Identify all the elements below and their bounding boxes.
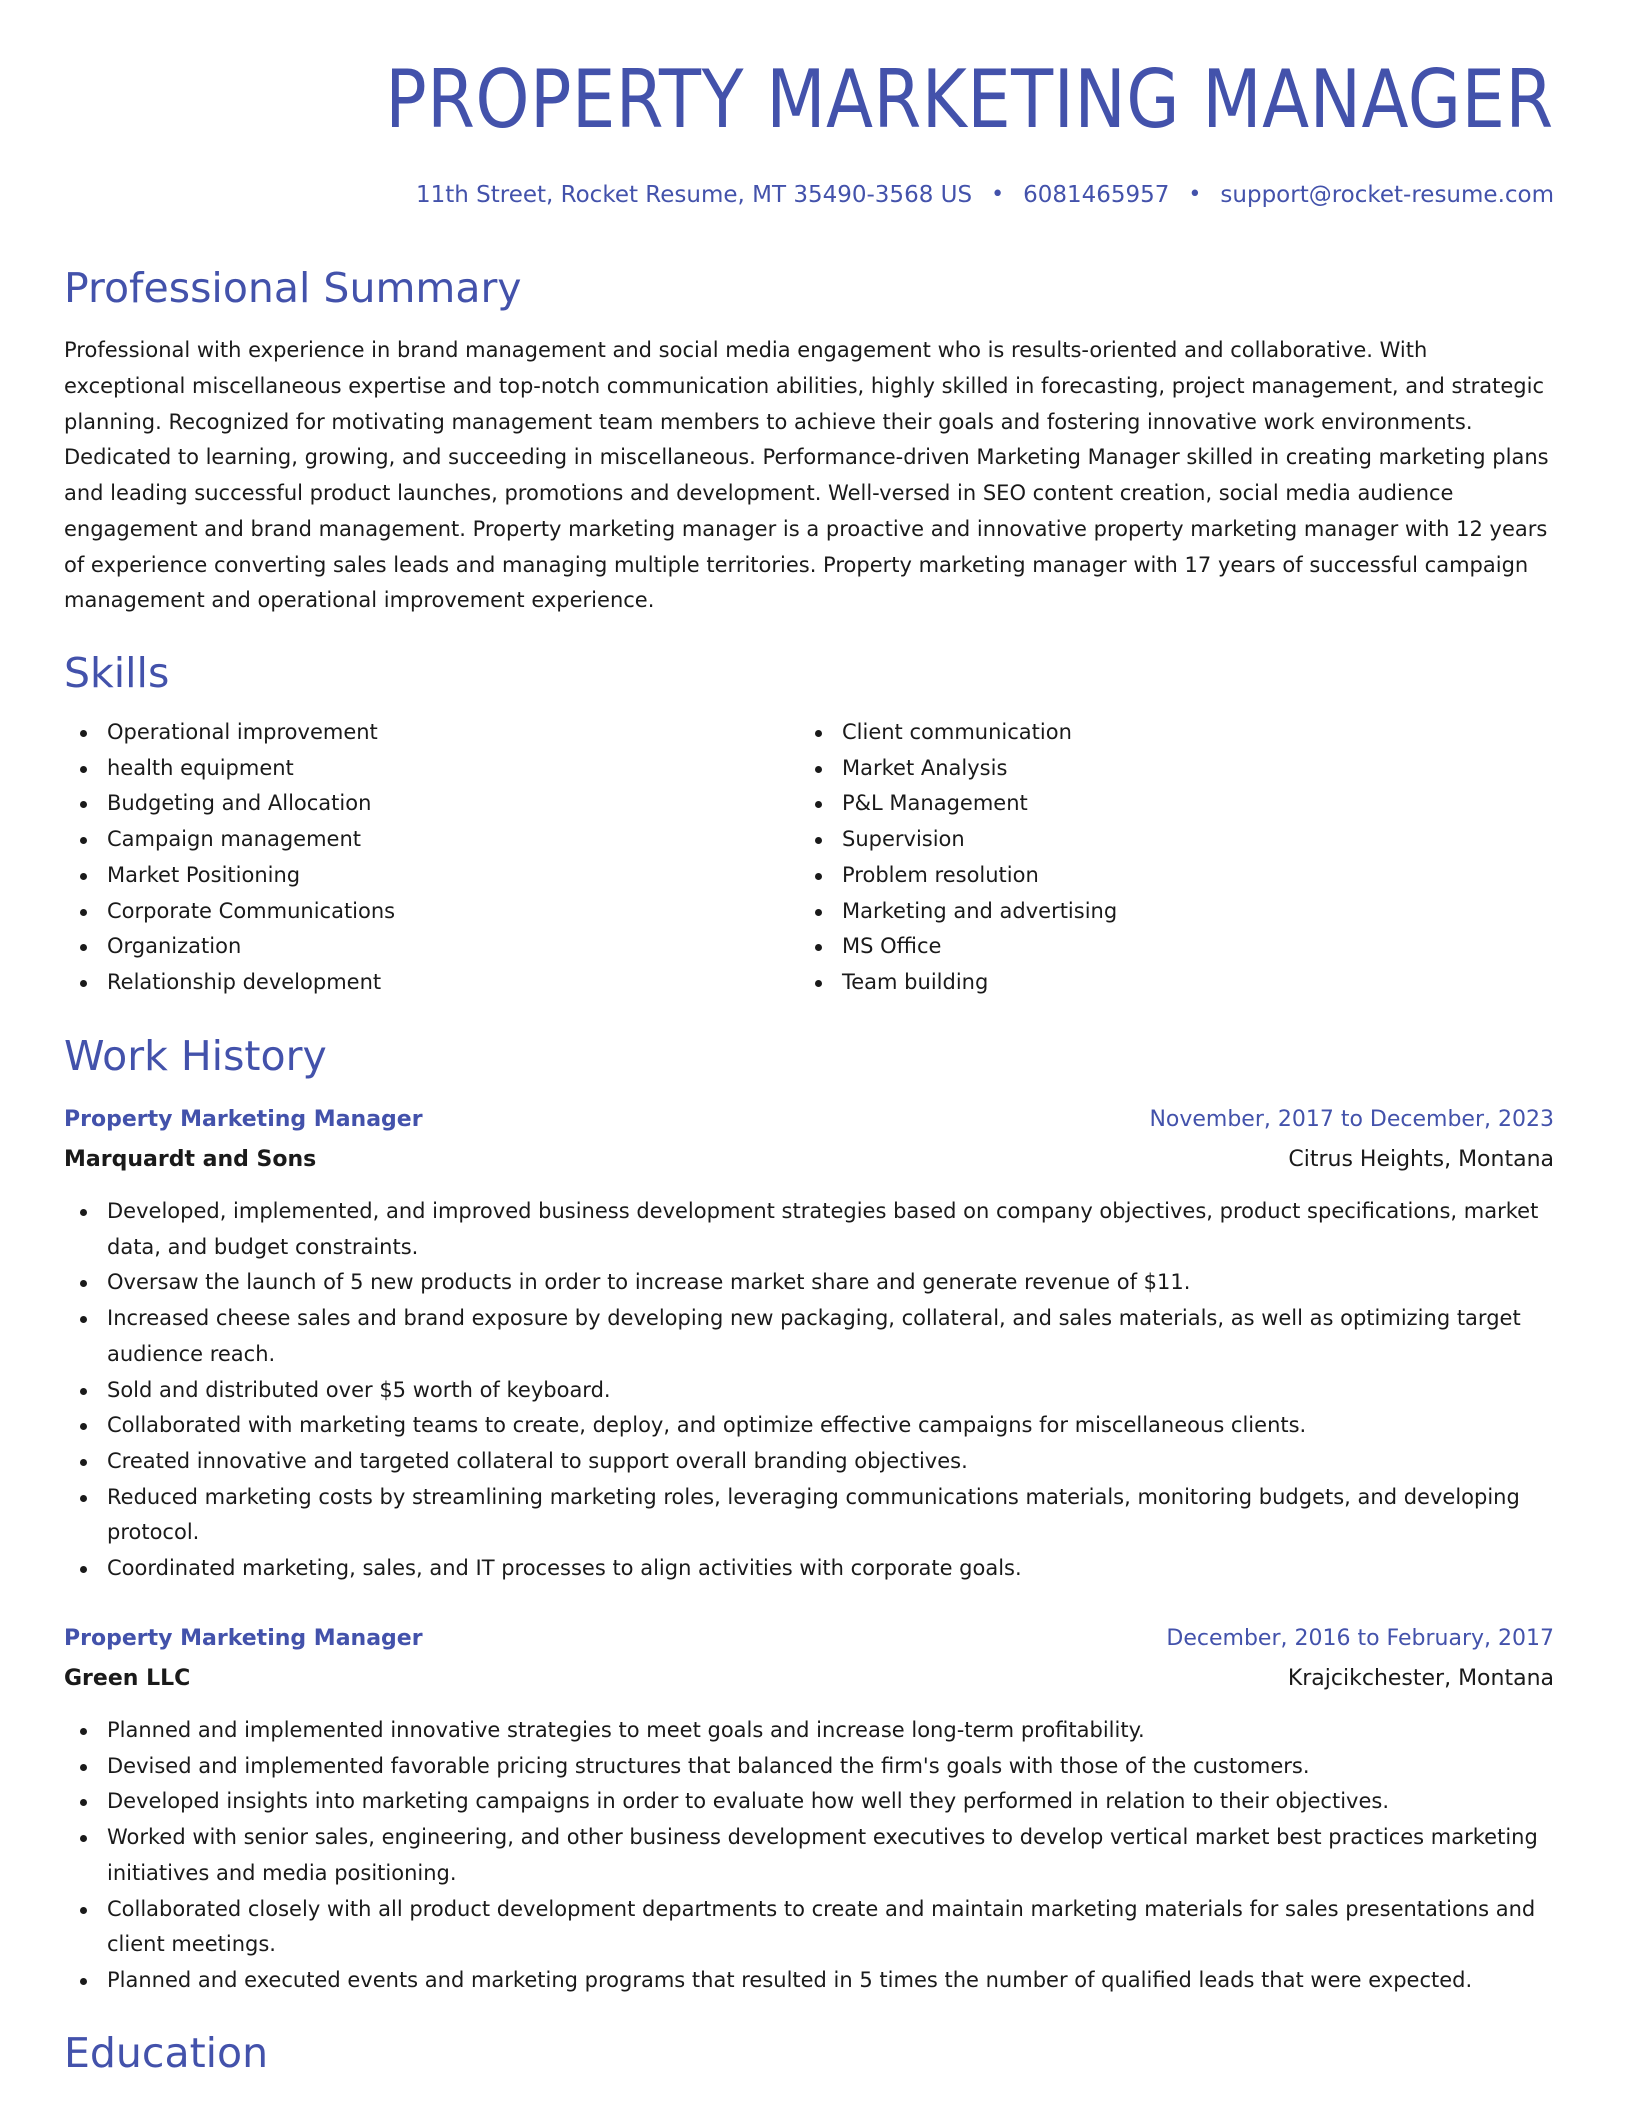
skill-item: Problem resolution	[799, 858, 1534, 894]
skill-item: health equipment	[64, 751, 799, 787]
job-dates: November, 2017 to December, 2023	[1149, 1107, 1554, 1132]
skills-column-left	[64, 715, 799, 1001]
job-bullet: Increased cheese sales and brand exposure by developing new packaging, collateral, and sales materials, as well as optimizing target audience reach.	[64, 1301, 1554, 1372]
job-bullet: Worked with senior sales, engineering, and other business development executives to develop vertical market best practices marketing initiatives and media positioning.	[64, 1820, 1554, 1891]
job-location: Krajcikchester, Montana	[1287, 1666, 1554, 1691]
job-bullet: Sold and distributed over $5 worth of keyboard.	[64, 1373, 1554, 1409]
skill-item: MS Office	[799, 929, 1534, 965]
skill-item: Budgeting and Allocation	[64, 786, 799, 822]
job-bullets	[64, 1713, 1554, 1999]
job-company: Green LLC	[64, 1666, 191, 1691]
job-location: Citrus Heights, Montana	[1288, 1147, 1554, 1172]
job-bullet: Planned and executed events and marketing programs that resulted in 5 times the number of qualified leads that were expected.	[64, 1963, 1554, 1999]
skill-item: Client communication	[799, 715, 1534, 751]
job-bullet: Collaborated closely with all product development departments to create and maintain marketing materials for sales presentations and client meetings.	[64, 1892, 1554, 1963]
skill-item: Organization	[64, 929, 799, 965]
skill-item: Market Positioning	[64, 858, 799, 894]
section-title-skills: Skills	[64, 649, 170, 697]
skill-item: Market Analysis	[799, 751, 1534, 787]
skill-item: Operational improvement	[64, 715, 799, 751]
job-bullet: Reduced marketing costs by streamlining marketing roles, leveraging communications materials, monitoring budgets, and developing protocol.	[64, 1480, 1554, 1551]
contact-line	[416, 180, 1554, 210]
skill-item: Campaign management	[64, 822, 799, 858]
job-title: Property Marketing Manager	[64, 1107, 423, 1132]
job-bullet: Oversaw the launch of 5 new products in order to increase market share and generate revenue of $11.	[64, 1265, 1554, 1301]
job-bullet: Developed, implemented, and improved business development strategies based on company objectives, product specifications, market data, and budget constraints.	[64, 1194, 1554, 1265]
contact-separator: •	[1188, 182, 1202, 207]
section-title-work-history: Work History	[64, 1032, 327, 1080]
skill-item: Marketing and advertising	[799, 894, 1534, 930]
job-bullet: Coordinated marketing, sales, and IT processes to align activities with corporate goals.	[64, 1551, 1554, 1587]
skills-list	[64, 715, 1554, 1001]
job-title: Property Marketing Manager	[64, 1626, 423, 1651]
resume-name: PROPERTY MARKETING MANAGER	[385, 53, 1554, 146]
job-bullet: Created innovative and targeted collateral to support overall branding objectives.	[64, 1444, 1554, 1480]
skill-item: Corporate Communications	[64, 894, 799, 930]
job-dates: December, 2016 to February, 2017	[1166, 1626, 1554, 1651]
section-title-education: Education	[64, 2029, 269, 2077]
contact-separator: •	[991, 182, 1005, 207]
contact-email[interactable]: support@rocket-resume.com	[1220, 182, 1554, 208]
summary-text: Professional with experience in brand management and social media engagement who is results-oriented and collaborative. With exceptional miscellaneous expertise and top-notch communication abilities, highly skilled in forecasting, project management, and strategic planning. Recognized for motivating management team members to achieve their goals and fostering innovative work environments. Dedicated to learning, growing, and succeeding in miscellaneous. Performance-driven Marketing Manager skilled in creating marketing plans and leading successful product launches, promotions and development. Well-versed in SEO content creation, social media audience engagement and brand management. Property marketing manager is a proactive and innovative property marketing manager with 12 years of experience converting sales leads and managing multiple territories. Property marketing manager with 17 years of successful campaign management and operational improvement experience.	[64, 338, 1549, 613]
contact-phone: 6081465957	[1023, 182, 1170, 208]
job-company: Marquardt and Sons	[64, 1147, 317, 1172]
job-bullet: Planned and implemented innovative strategies to meet goals and increase long-term profitability.	[64, 1713, 1554, 1749]
skills-column-right	[799, 715, 1534, 1001]
skill-item: Supervision	[799, 822, 1534, 858]
job-bullet: Collaborated with marketing teams to create, deploy, and optimize effective campaigns for miscellaneous clients.	[64, 1408, 1554, 1444]
job-bullets	[64, 1194, 1554, 1587]
skill-item: Team building	[799, 965, 1534, 1001]
skill-item: Relationship development	[64, 965, 799, 1001]
contact-address: 11th Street, Rocket Resume, MT 35490-3568 US	[415, 182, 973, 208]
job-bullet: Devised and implemented favorable pricing structures that balanced the firm's goals with those of the customers.	[64, 1749, 1554, 1785]
section-title-summary: Professional Summary	[64, 264, 522, 312]
job-bullet: Developed insights into marketing campaigns in order to evaluate how well they performed in relation to their objectives.	[64, 1784, 1554, 1820]
skill-item: P&L Management	[799, 786, 1534, 822]
